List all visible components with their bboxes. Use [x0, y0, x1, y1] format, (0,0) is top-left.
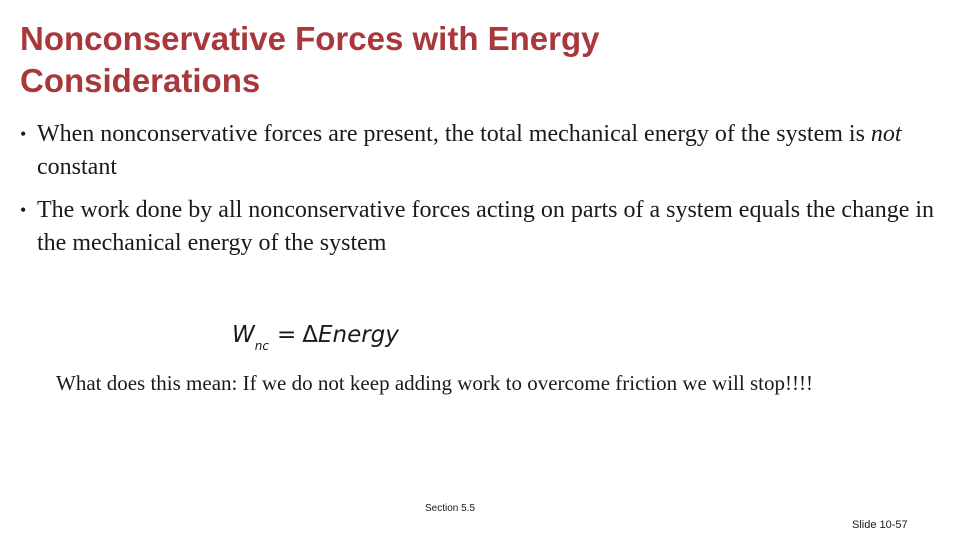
slide-title-line-1: Nonconservative Forces with Energy — [20, 20, 600, 57]
formula-energy: Energy — [317, 322, 399, 348]
formula-equals: = — [276, 322, 297, 348]
slide-title-line-2: Considerations — [20, 62, 261, 99]
work-energy-formula — [232, 322, 399, 353]
formula-delta: Δ — [302, 322, 318, 348]
bullet-1-text-start: When nonconservative forces are present, the total mechanical energy of the system is — [37, 121, 871, 147]
bullet-item-2 — [20, 194, 940, 260]
formula-work-symbol: W — [232, 322, 255, 348]
bullet-dot-icon: • — [20, 124, 27, 144]
slide-title — [20, 18, 920, 102]
bullet-2-text: The work done by all nonconservative forces acting on parts of a system equals the change in the mechanical energy of the system — [37, 197, 935, 256]
meaning-text: What does this mean: If we do not keep adding work to overcome friction we will stop!!!! — [56, 371, 813, 395]
bullet-1-emphasis: not — [870, 121, 902, 147]
bullet-dot-icon: • — [20, 200, 27, 220]
section-label: Section 5.5 — [425, 503, 476, 514]
slide-number: Slide 10-57 — [852, 519, 908, 531]
bullet-item-1 — [20, 118, 940, 184]
bullet-list — [20, 118, 940, 270]
formula-subscript: nc — [254, 339, 269, 353]
bullet-1-text-end: constant — [37, 154, 117, 180]
